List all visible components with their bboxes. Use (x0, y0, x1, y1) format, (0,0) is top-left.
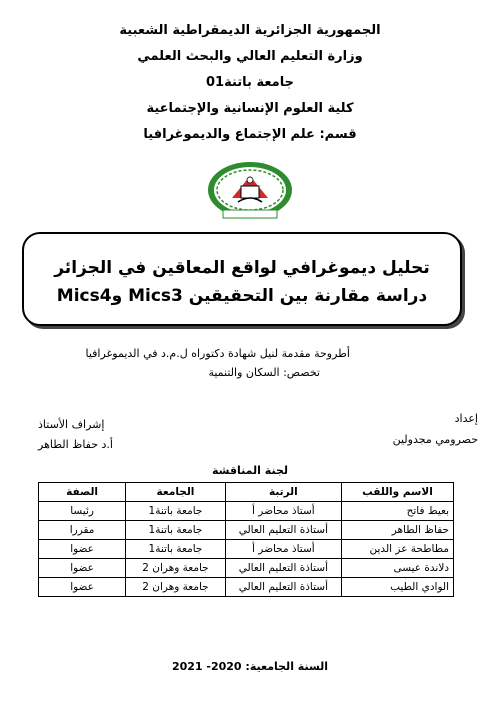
republic-heading: الجمهورية الجزائرية الديمقراطية الشعبية (119, 23, 381, 38)
member-university: جامعة باتنة1 (126, 540, 226, 559)
member-university: جامعة وهران 2 (126, 578, 226, 597)
prepared-by-label: إعداد (454, 412, 478, 425)
supervisor-name: أ.د حفاظ الطاهر (38, 438, 113, 451)
thesis-title-box (22, 232, 462, 326)
thesis-specialty: تخصص: السكان والتنمية (208, 366, 320, 379)
column-header-university: الجامعة (126, 483, 226, 502)
jury-header-row (39, 483, 454, 502)
jury-table (38, 482, 454, 597)
ministry-heading: وزارة التعليم العالي والبحث العلمي (137, 49, 363, 64)
member-name: مطاطحة عز الدين (341, 540, 453, 559)
member-name: دلاندة عيسى (341, 559, 453, 578)
academic-year: السنة الجامعية: 2020- 2021 (171, 660, 329, 673)
member-role: عضوا (39, 559, 126, 578)
member-university: جامعة وهران 2 (126, 559, 226, 578)
table-row (39, 502, 454, 521)
member-rank: أستاذة التعليم العالي (225, 559, 341, 578)
member-rank: أستاذ محاضر أ (225, 540, 341, 559)
member-role: عضوا (39, 540, 126, 559)
thesis-subtitle: دراسة مقارنة بين التحقيقين Mics3 وMics4 (56, 286, 428, 306)
author-name: حصرومي مجدولين (392, 433, 478, 446)
member-university: جامعة باتنة1 (126, 521, 226, 540)
member-name: بعيط فاتح (341, 502, 453, 521)
jury-title: لجنة المناقشة (211, 464, 288, 477)
member-rank: أستاذة التعليم العالي (225, 521, 341, 540)
thesis-title: تحليل ديموغرافي لواقع المعاقين في الجزائر (54, 258, 430, 278)
member-university: جامعة باتنة1 (126, 502, 226, 521)
member-role: رئيسا (39, 502, 126, 521)
column-header-rank: الرتبة (225, 483, 341, 502)
department-heading: قسم: علم الإجتماع والديموغرافيا (143, 127, 357, 142)
member-role: عضوا (39, 578, 126, 597)
university-heading: جامعة باتنة01 (206, 75, 294, 90)
faculty-heading: كلية العلوم الإنسانية والإجتماعية (146, 101, 354, 116)
member-rank: أستاذة التعليم العالي (225, 578, 341, 597)
member-rank: أستاذ محاضر أ (225, 502, 341, 521)
thesis-description: أطروحة مقدمة لنيل شهادة دكتوراه ل.م.د في الديموغرافيا (85, 347, 350, 360)
university-batna-logo-icon (205, 158, 295, 224)
column-header-role: الصفة (39, 483, 126, 502)
table-row (39, 578, 454, 597)
member-name: حفاظ الطاهر (341, 521, 453, 540)
column-header-name: الاسم واللقب (341, 483, 453, 502)
table-row (39, 559, 454, 578)
member-name: الوادي الطيب (341, 578, 453, 597)
table-row (39, 521, 454, 540)
supervisor-label: إشراف الأستاذ (38, 418, 105, 431)
member-role: مقررا (39, 521, 126, 540)
table-row (39, 540, 454, 559)
